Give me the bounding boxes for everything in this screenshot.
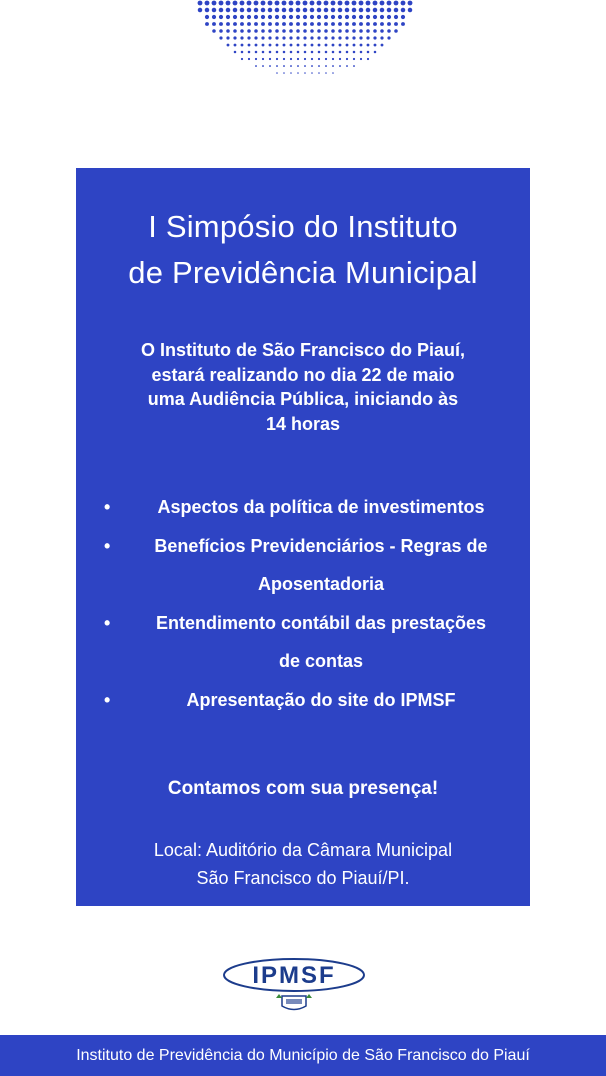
halftone-dot <box>212 1 217 6</box>
halftone-dot <box>339 44 342 47</box>
halftone-dot <box>353 44 356 47</box>
topic-text: Entendimento contábil das prestações <box>155 612 487 633</box>
halftone-dot <box>380 36 383 39</box>
halftone-dot <box>338 29 342 33</box>
halftone-dot <box>380 15 384 19</box>
halftone-dot <box>401 22 405 26</box>
halftone-dot <box>394 1 399 6</box>
halftone-dot <box>325 72 327 74</box>
event-card <box>76 168 530 906</box>
leaf-icon <box>276 994 282 998</box>
halftone-dot <box>324 29 328 33</box>
halftone-dot <box>262 58 264 60</box>
halftone-dot <box>269 65 271 67</box>
halftone-dot <box>332 65 334 67</box>
topic-text: Benefícios Previdenciários - Regras de <box>154 535 488 556</box>
halftone-dot <box>345 22 349 26</box>
halftone-dot <box>324 22 328 26</box>
halftone-dot <box>255 51 258 54</box>
logo-text: IPMSF <box>252 962 336 989</box>
halftone-dot <box>338 8 343 13</box>
topic-item <box>76 681 530 720</box>
halftone-dot <box>324 36 327 39</box>
halftone-dot <box>360 44 363 47</box>
halftone-dot <box>346 51 349 54</box>
halftone-dot <box>269 44 272 47</box>
halftone-dot <box>289 36 292 39</box>
halftone-dot <box>345 36 348 39</box>
halftone-dot <box>290 58 292 60</box>
halftone-dot <box>339 58 341 60</box>
halftone-dot <box>331 36 334 39</box>
halftone-dot <box>311 44 314 47</box>
halftone-dot <box>345 29 349 33</box>
halftone-dot <box>289 22 293 26</box>
halftone-dot <box>311 51 314 54</box>
halftone-dot <box>331 29 335 33</box>
topics-list <box>76 488 530 719</box>
halftone-dot <box>212 22 216 26</box>
halftone-dot <box>387 15 391 19</box>
halftone-dot <box>241 58 243 60</box>
halftone-dot <box>303 22 307 26</box>
halftone-dot <box>226 15 230 19</box>
halftone-dot <box>331 8 336 13</box>
halftone-dot <box>268 29 272 33</box>
halftone-dot <box>283 72 285 74</box>
footer-banner <box>0 1035 606 1076</box>
halftone-dot <box>268 1 273 6</box>
leaf-icon <box>306 994 312 998</box>
halftone-dot <box>380 1 385 6</box>
halftone-decoration <box>190 0 420 80</box>
halftone-dot <box>198 1 203 6</box>
halftone-dot <box>226 22 230 26</box>
halftone-dot <box>317 1 322 6</box>
halftone-dot <box>269 58 271 60</box>
halftone-dot <box>247 8 252 13</box>
halftone-dot <box>408 1 413 6</box>
halftone-dot <box>359 15 363 19</box>
halftone-dot <box>219 36 222 39</box>
halftone-dot <box>401 1 406 6</box>
halftone-dot <box>275 8 280 13</box>
halftone-dot <box>346 58 348 60</box>
footer-text: Instituto de Previdência do Município de São Francisco do Piauí <box>76 1047 530 1064</box>
halftone-dot <box>317 8 322 13</box>
halftone-dot <box>282 29 286 33</box>
halftone-dot <box>290 51 293 54</box>
halftone-dot <box>296 22 300 26</box>
halftone-dot <box>310 15 314 19</box>
halftone-dot <box>331 15 335 19</box>
bullet-icon: • <box>104 689 111 710</box>
halftone-dot <box>268 22 272 26</box>
halftone-dot <box>226 29 230 33</box>
halftone-dot <box>324 1 329 6</box>
halftone-dot <box>254 15 258 19</box>
halftone-dot <box>226 8 231 13</box>
halftone-dot <box>318 58 320 60</box>
halftone-dot <box>318 65 320 67</box>
halftone-dot <box>346 44 349 47</box>
description-line: uma Audiência Pública, iniciando às <box>147 389 459 409</box>
halftone-dot <box>219 8 224 13</box>
halftone-dot <box>255 58 257 60</box>
halftone-dot <box>205 8 210 13</box>
halftone-dot <box>276 44 279 47</box>
halftone-dot <box>331 22 335 26</box>
halftone-dot <box>283 44 286 47</box>
halftone-dot <box>233 22 237 26</box>
halftone-dot <box>240 22 244 26</box>
event-title-line: de Previdência Municipal <box>128 255 478 290</box>
halftone-dot <box>394 8 399 13</box>
halftone-dot <box>310 36 313 39</box>
halftone-dot <box>268 8 273 13</box>
halftone-dot <box>332 51 335 54</box>
description-line: estará realizando no dia 22 de maio <box>151 364 455 385</box>
halftone-dot <box>212 8 217 13</box>
halftone-dot <box>240 36 243 39</box>
halftone-dot <box>198 8 203 13</box>
halftone-dot <box>345 1 350 6</box>
halftone-dot <box>297 51 300 54</box>
venue-info <box>76 836 530 892</box>
ipmsf-logo <box>222 958 366 1014</box>
halftone-dot <box>212 15 216 19</box>
halftone-dot <box>289 8 294 13</box>
halftone-dot <box>394 22 398 26</box>
halftone-dot <box>408 8 413 13</box>
halftone-dot <box>290 65 292 67</box>
halftone-dot <box>325 51 328 54</box>
halftone-dot <box>247 15 251 19</box>
halftone-dot <box>282 1 287 6</box>
halftone-dot <box>296 29 300 33</box>
halftone-dot <box>373 1 378 6</box>
halftone-dot <box>248 58 250 60</box>
halftone-dot <box>317 29 321 33</box>
halftone-dot <box>367 51 370 54</box>
halftone-dot <box>289 15 293 19</box>
halftone-dot <box>282 22 286 26</box>
halftone-dot <box>380 8 385 13</box>
halftone-dot <box>219 29 223 33</box>
halftone-dot <box>240 8 245 13</box>
halftone-dot <box>289 1 294 6</box>
halftone-dot <box>332 58 334 60</box>
halftone-dot <box>310 22 314 26</box>
halftone-dot <box>254 29 258 33</box>
halftone-dot <box>275 29 279 33</box>
halftone-dot <box>254 22 258 26</box>
halftone-dot <box>332 44 335 47</box>
halftone-dot <box>255 65 257 67</box>
halftone-dot <box>359 36 362 39</box>
halftone-dot <box>290 44 293 47</box>
halftone-dot <box>304 44 307 47</box>
halftone-dot <box>275 22 279 26</box>
halftone-dot <box>247 29 251 33</box>
halftone-dot <box>240 15 244 19</box>
halftone-dot <box>247 1 252 6</box>
halftone-dot <box>297 58 299 60</box>
halftone-dot <box>240 29 244 33</box>
halftone-dot <box>353 65 355 67</box>
halftone-dot <box>366 22 370 26</box>
halftone-dot <box>318 72 320 74</box>
halftone-dot <box>338 22 342 26</box>
halftone-dot <box>268 15 272 19</box>
halftone-dot <box>324 8 329 13</box>
halftone-dot <box>254 8 259 13</box>
halftone-dot <box>275 15 279 19</box>
halftone-dot <box>310 29 314 33</box>
halftone-dot <box>339 65 341 67</box>
halftone-dot <box>275 36 278 39</box>
halftone-dot <box>352 8 357 13</box>
halftone-dot <box>262 51 265 54</box>
topic-text: Apresentação do site do IPMSF <box>186 689 456 710</box>
halftone-dot <box>353 58 355 60</box>
halftone-dot <box>311 65 313 67</box>
halftone-dot <box>261 29 265 33</box>
halftone-dot <box>366 36 369 39</box>
halftone-dot <box>310 8 315 13</box>
event-title <box>76 204 530 296</box>
halftone-dot <box>262 44 265 47</box>
halftone-dot <box>283 65 285 67</box>
halftone-dot <box>345 8 350 13</box>
halftone-dot <box>359 29 363 33</box>
halftone-dot <box>205 15 209 19</box>
halftone-dot <box>303 36 306 39</box>
halftone-dot <box>352 15 356 19</box>
halftone-dot <box>394 29 398 33</box>
halftone-dot <box>366 1 371 6</box>
halftone-dot <box>241 44 244 47</box>
halftone-dot <box>241 51 244 54</box>
halftone-dot <box>297 65 299 67</box>
bullet-icon: • <box>104 535 111 556</box>
halftone-dot <box>373 29 377 33</box>
halftone-dot <box>233 8 238 13</box>
halftone-dot <box>373 15 377 19</box>
halftone-dot <box>275 1 280 6</box>
halftone-dot <box>352 1 357 6</box>
halftone-dot <box>248 44 251 47</box>
halftone-dot <box>254 1 259 6</box>
halftone-dot <box>261 15 265 19</box>
halftone-dot <box>233 29 237 33</box>
halftone-dot <box>247 36 250 39</box>
halftone-dot <box>366 15 370 19</box>
halftone-dot <box>282 15 286 19</box>
halftone-dot <box>380 22 384 26</box>
venue-line: Local: Auditório da Câmara Municipal <box>153 840 453 860</box>
topic-item <box>76 488 530 527</box>
halftone-dot <box>269 51 272 54</box>
halftone-dot <box>359 8 364 13</box>
halftone-dot <box>304 51 307 54</box>
halftone-dot <box>374 51 377 54</box>
halftone-dot <box>296 36 299 39</box>
halftone-dot <box>226 1 231 6</box>
halftone-dot <box>366 29 370 33</box>
halftone-dot <box>367 44 370 47</box>
halftone-dot <box>212 29 216 33</box>
halftone-dot <box>367 58 369 60</box>
halftone-dot <box>332 72 334 74</box>
halftone-dot <box>276 51 279 54</box>
halftone-dot <box>276 72 278 74</box>
halftone-dot <box>261 8 266 13</box>
halftone-dot <box>338 15 342 19</box>
halftone-dot <box>303 8 308 13</box>
halftone-dot <box>297 44 300 47</box>
halftone-dot <box>205 1 210 6</box>
halftone-dot <box>234 44 237 47</box>
halftone-dot <box>247 22 251 26</box>
halftone-dot <box>359 22 363 26</box>
halftone-dot <box>283 51 286 54</box>
halftone-dot <box>352 22 356 26</box>
halftone-dot <box>339 51 342 54</box>
halftone-dot <box>353 51 356 54</box>
topic-item <box>76 604 530 681</box>
halftone-dot <box>233 36 236 39</box>
description-line: O Instituto de São Francisco do Piauí, <box>140 340 466 360</box>
halftone-dot <box>227 44 230 47</box>
halftone-dot <box>360 58 362 60</box>
halftone-dot <box>317 15 321 19</box>
halftone-dot <box>303 15 307 19</box>
halftone-dot <box>276 65 278 67</box>
halftone-dot <box>352 36 355 39</box>
halftone-dot <box>304 65 306 67</box>
halftone-dot <box>296 1 301 6</box>
topic-text: de contas <box>278 651 364 671</box>
halftone-dot <box>394 15 398 19</box>
halftone-dot <box>304 58 306 60</box>
halftone-dot <box>219 22 223 26</box>
topic-item <box>76 527 530 604</box>
halftone-dot <box>352 29 356 33</box>
halftone-dot <box>345 15 349 19</box>
halftone-dot <box>387 22 391 26</box>
halftone-dot <box>226 36 229 39</box>
halftone-dot <box>283 58 285 60</box>
halftone-dot <box>359 1 364 6</box>
halftone-dot <box>318 51 321 54</box>
halftone-dot <box>297 72 299 74</box>
halftone-dot <box>338 36 341 39</box>
closing-message: Contamos com sua presença! <box>167 778 439 799</box>
halftone-dot <box>317 22 321 26</box>
halftone-dot <box>296 8 301 13</box>
halftone-dot <box>254 36 257 39</box>
halftone-dot <box>325 58 327 60</box>
halftone-dot <box>289 29 293 33</box>
venue-line: São Francisco do Piauí/PI. <box>196 868 410 888</box>
halftone-dot <box>311 72 313 74</box>
halftone-dot <box>324 15 328 19</box>
halftone-dot <box>282 8 287 13</box>
halftone-dot <box>374 44 377 47</box>
bullet-icon: • <box>104 497 111 517</box>
halftone-dot <box>373 8 378 13</box>
halftone-dot <box>387 36 390 39</box>
halftone-dot <box>276 58 278 60</box>
halftone-dot <box>303 29 307 33</box>
halftone-dot <box>240 1 245 6</box>
event-description <box>76 338 530 436</box>
halftone-dot <box>233 15 237 19</box>
halftone-dot <box>261 22 265 26</box>
halftone-dot <box>380 29 384 33</box>
halftone-dot <box>401 8 406 13</box>
halftone-dot <box>262 65 264 67</box>
halftone-dot <box>304 72 306 74</box>
halftone-dot <box>381 44 384 47</box>
halftone-dot <box>219 1 224 6</box>
halftone-dot <box>268 36 271 39</box>
halftone-dot <box>387 8 392 13</box>
halftone-dot <box>248 51 251 54</box>
halftone-dot <box>387 29 391 33</box>
halftone-dot <box>373 22 377 26</box>
description-line: 14 horas <box>265 413 341 434</box>
halftone-dot <box>338 1 343 6</box>
halftone-dot <box>366 8 371 13</box>
halftone-dot <box>234 51 237 54</box>
halftone-dot <box>261 36 264 39</box>
halftone-dot <box>303 1 308 6</box>
halftone-dot <box>325 44 328 47</box>
topic-text: Aposentadoria <box>257 574 385 594</box>
halftone-dot <box>290 72 292 74</box>
halftone-dot <box>331 1 336 6</box>
halftone-dot <box>311 58 313 60</box>
halftone-dot <box>310 1 315 6</box>
topic-text: Aspectos da política de investimentos <box>157 497 485 517</box>
halftone-dot <box>346 65 348 67</box>
halftone-dot <box>205 22 209 26</box>
halftone-dot <box>282 36 285 39</box>
halftone-dot <box>317 36 320 39</box>
event-title-line: I Simpósio do Instituto <box>148 209 458 244</box>
halftone-dot <box>360 51 363 54</box>
halftone-dot <box>233 1 238 6</box>
halftone-dot <box>296 15 300 19</box>
halftone-dot <box>318 44 321 47</box>
halftone-dot <box>401 15 405 19</box>
halftone-dot <box>219 15 223 19</box>
halftone-dot <box>325 65 327 67</box>
halftone-dot <box>261 1 266 6</box>
halftone-dot <box>387 1 392 6</box>
bullet-icon: • <box>104 612 111 633</box>
halftone-dot <box>373 36 376 39</box>
halftone-dot <box>255 44 258 47</box>
